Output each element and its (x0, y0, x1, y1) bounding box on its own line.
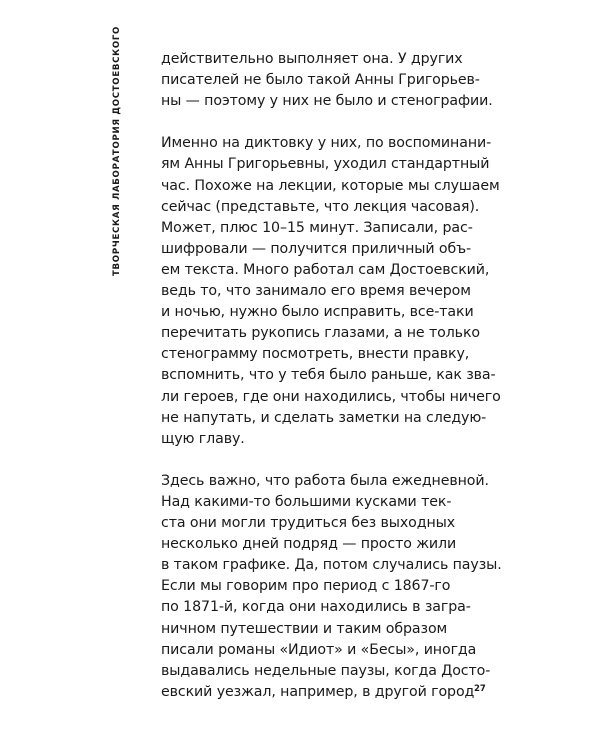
text-line: ям Анны Григорьевны, уходил стандартный (161, 156, 490, 173)
text-line: стенограмму посмотреть, внести правку, (161, 346, 470, 363)
text-line: Если мы говорим про период с 1867-го (161, 578, 451, 595)
text-line: ли героев, где они находились, чтобы ничего (161, 388, 501, 405)
text-line: Здесь важно, что работа была ежедневной. (161, 472, 489, 489)
text-line: в таком графике. Да, потом случались паузы. (161, 557, 502, 574)
text-line: не напутать, и сделать заметки на следую- (161, 409, 487, 426)
body-text (161, 49, 521, 703)
text-line: Над какими-то большими кусками тек- (161, 493, 452, 510)
text-line: Может, плюс 10–15 минут. Записали, рас- (161, 219, 473, 236)
text-line: писали романы «Идиот» и «Бесы», иногда (161, 641, 477, 658)
text-line: ведь то, что занимало его время вечером (161, 283, 471, 300)
text-line: по 1871-й, когда они находились в загра- (161, 599, 471, 616)
text-line: несколько дней подряд — просто жили (161, 536, 457, 553)
text-line: ничном путешествии и таким образом (161, 620, 448, 637)
text-line: перечитать рукопись глазами, а не только (161, 325, 480, 342)
text-line: и ночью, нужно было исправить, все-таки (161, 304, 474, 321)
running-head: ТВОРЧЕСКАЯ ЛАБОРАТОРИЯ ДОСТОЕВСКОГО (112, 25, 122, 276)
text-line: действительно выполняет она. У других (161, 51, 463, 67)
text-line: Именно на диктовку у них, по воспоминани- (161, 135, 492, 152)
text-line: евский уезжал, например, в другой город (161, 683, 475, 700)
text-line: час. Похоже на лекции, которые мы слушаем (161, 177, 500, 194)
text-line: вспомнить, что у тебя было раньше, как зва- (161, 367, 496, 384)
paragraph (161, 133, 521, 449)
text-line: ны — поэтому у них не было и стенографии. (161, 93, 493, 110)
paragraph (161, 471, 521, 703)
text-line: щую главу. (161, 430, 245, 447)
page-number: 27 (474, 684, 486, 694)
text-line: выдавались недельные паузы, когда Досто- (161, 662, 491, 679)
paragraph (161, 49, 521, 112)
text-line: писателей не было такой Анны Григорьев- (161, 72, 480, 89)
text-line: шифровали — получится приличный объ- (161, 240, 472, 257)
text-line: ста они могли трудиться без выходных (161, 515, 456, 532)
text-line: ем текста. Много работал сам Достоевский, (161, 261, 490, 278)
text-line: сейчас (представьте, что лекция часовая). (161, 198, 480, 215)
